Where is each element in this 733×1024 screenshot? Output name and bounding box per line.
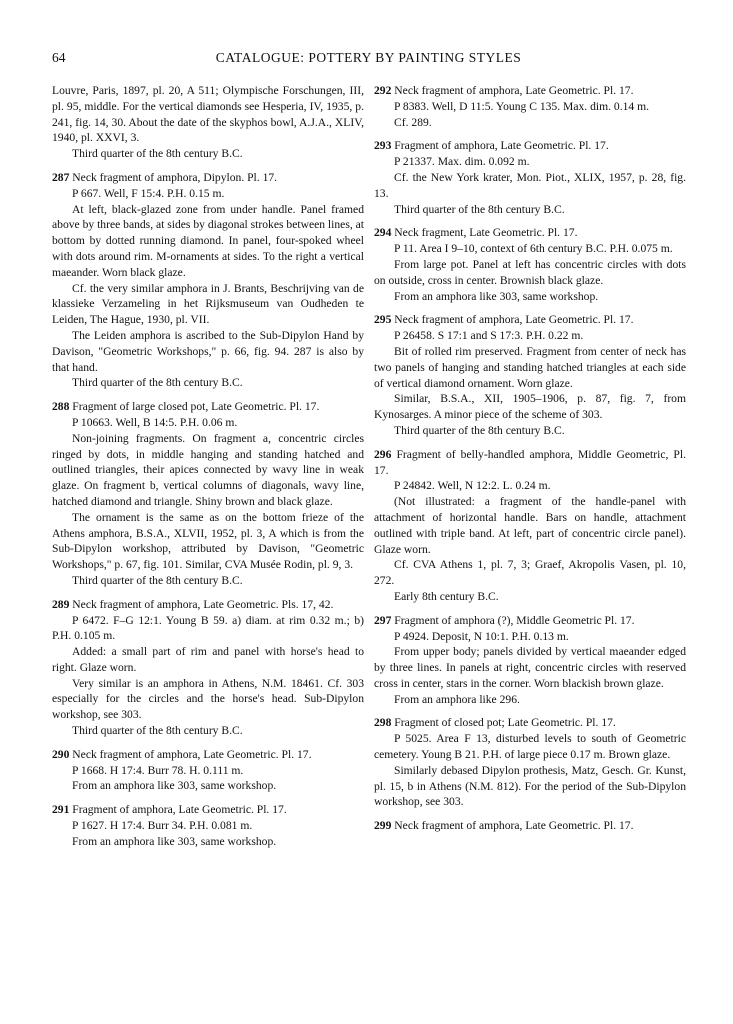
catalogue-entry xyxy=(374,225,686,304)
entry-heading xyxy=(374,83,686,99)
entry-paragraph: (Not illustrated: a fragment of the handle-panel with attachment of horizontal handle. Bars on handle, attachment outlined with triple band. At left, part of concentric circle panel). Glaze worn. xyxy=(374,495,686,556)
entry-heading xyxy=(374,138,686,154)
catalogue-entry xyxy=(52,399,364,589)
catalogue-entries-right xyxy=(374,83,686,834)
entry-paragraph: The ornament is the same as on the bottom frieze of the Athens amphora, B.S.A., XLVII, 1952, pl. 3, A which is from the Sub-Dipylon workshop, attributed by Davison, "Geometric Workshops," p. 67, fig. 101. Similar, CVA Musée Rodin, pl. 9, 3. xyxy=(52,510,364,572)
entry-number: 294 xyxy=(374,226,392,240)
entry-number: 291 xyxy=(52,803,70,817)
entry-paragraph: P 4924. Deposit, N 10:1. P.H. 0.13 m. xyxy=(394,629,569,643)
entry-title: Neck fragment of amphora, Late Geometric. Pls. 17, 42. xyxy=(72,597,334,611)
entry-paragraph: P 24842. Well, N 12:2. L. 0.24 m. xyxy=(394,479,551,493)
entry-paragraph: From large pot. Panel at left has concentric circles with dots on outside, cross in center. Brownish black glaze. xyxy=(374,257,686,287)
entry-title: Neck fragment of amphora, Late Geometric. Pl. 17. xyxy=(394,819,634,833)
entry-heading xyxy=(374,312,686,328)
running-title: CATALOGUE: POTTERY BY PAINTING STYLES xyxy=(215,50,522,65)
entry-number: 292 xyxy=(374,84,392,97)
entry-paragraph: From an amphora like 303, same workshop. xyxy=(394,289,599,303)
catalogue-entry xyxy=(374,138,686,217)
entry-number: 298 xyxy=(374,716,392,730)
entry-paragraph: P 6472. F–G 12:1. Young B 59. a) diam. at rim 0.32 m.; b) P.H. 0.105 m. xyxy=(52,613,364,643)
entry-paragraph: Early 8th century B.C. xyxy=(394,589,499,603)
catalogue-entry xyxy=(52,597,364,739)
entry-title: Fragment of large closed pot, Late Geometric. Pl. 17. xyxy=(72,400,320,414)
entry-paragraph: P 11. Area I 9–10, context of 6th century B.C. P.H. 0.075 m. xyxy=(394,242,673,256)
entry-paragraph: Non-joining fragments. On fragment a, concentric circles ringed by dots, in middle hanging and standing hatched and outlined triangles, their apices connected by wavy line in weak glaze. On fragment b, vertical columns of diagonals, wavy line, hatched diamond and triangle. Shiny brown and black glaze. xyxy=(52,431,364,508)
entry-number: 290 xyxy=(52,747,70,761)
entry-paragraph: From an amphora like 296. xyxy=(394,692,520,706)
entry-title: Neck fragment of amphora, Dipylon. Pl. 17. xyxy=(72,170,278,184)
entry-number: 288 xyxy=(52,400,70,414)
entry-title: Neck fragment of amphora, Late Geometric. Pl. 17. xyxy=(394,84,634,97)
entry-paragraph: P 1668. H 17:4. Burr 78. H. 0.111 m. xyxy=(72,763,244,777)
entry-paragraph: Cf. 289. xyxy=(394,115,432,129)
catalogue-entry xyxy=(374,818,686,834)
entry-title: Neck fragment, Late Geometric. Pl. 17. xyxy=(394,226,578,240)
entry-heading xyxy=(52,802,364,818)
entry-title: Neck fragment of amphora, Late Geometric. Pl. 17. xyxy=(394,313,634,327)
entry-paragraph: P 21337. Max. dim. 0.092 m. xyxy=(394,155,530,169)
entry-paragraph: Third quarter of the 8th century B.C. xyxy=(394,202,565,216)
entry-title: Neck fragment of amphora, Late Geometric. Pl. 17. xyxy=(72,747,312,761)
catalogue-entry xyxy=(374,447,686,605)
catalogue-entry xyxy=(52,170,364,391)
entry-paragraph: Cf. the very similar amphora in J. Brants, Beschrijving van de klassieke Verzameling in het Rijksmuseum van Oudheden te Leiden, The Hague, 1930, pl. VII. xyxy=(52,281,364,327)
entry-heading xyxy=(52,170,364,186)
catalogue-entry xyxy=(52,802,364,849)
entry-heading xyxy=(374,447,686,479)
entry-number: 297 xyxy=(374,613,392,627)
entry-paragraph: Cf. the New York krater, Mon. Piot., XLIX, 1957, p. 28, fig. 13. xyxy=(374,170,686,200)
entry-paragraph: Third quarter of the 8th century B.C. xyxy=(72,573,243,587)
paragraph: Third quarter of the 8th century B.C. xyxy=(72,147,243,161)
entry-heading xyxy=(374,818,686,834)
entry-paragraph: From an amphora like 303, same workshop. xyxy=(72,834,277,848)
continuation-text xyxy=(52,83,364,162)
entry-title: Fragment of closed pot; Late Geometric. Pl. 17. xyxy=(394,716,616,730)
entry-number: 296 xyxy=(374,447,392,461)
right-column xyxy=(374,83,686,842)
entry-paragraph: Third quarter of the 8th century B.C. xyxy=(72,376,243,390)
entry-title: Fragment of belly-handled amphora, Middle Geometric, Pl. 17. xyxy=(374,447,686,477)
left-column xyxy=(52,83,364,858)
entry-heading xyxy=(52,399,364,415)
catalogue-entry xyxy=(374,613,686,708)
entry-number: 295 xyxy=(374,313,392,327)
entry-paragraph: Bit of rolled rim preserved. Fragment from center of neck has two panels of hanging and standing hatched triangles at each side of vertical diamond ornament. Worn glaze. xyxy=(374,344,686,390)
page-number: 64 xyxy=(52,50,66,65)
entry-paragraph: From an amphora like 303, same workshop. xyxy=(72,779,277,793)
entry-paragraph: The Leiden amphora is ascribed to the Sub-Dipylon Hand by Davison, "Geometric Workshops," p. 66, fig. 94. 287 is also by that hand. xyxy=(52,328,364,374)
entry-number: 289 xyxy=(52,597,70,611)
entry-heading xyxy=(374,225,686,241)
entry-title: Fragment of amphora (?), Middle Geometric Pl. 17. xyxy=(394,613,635,627)
entry-heading xyxy=(374,715,686,731)
entry-paragraph: Added: a small part of rim and panel with horse's head to right. Glaze worn. xyxy=(52,645,364,674)
entry-paragraph: P 5025. Area F 13, disturbed levels to south of Geometric cemetery. Young B 21. P.H. of large piece 0.17 m. Brown glaze. xyxy=(374,732,686,762)
entry-paragraph: Cf. CVA Athens 1, pl. 7, 3; Graef, Akropolis Vasen, pl. 10, 272. xyxy=(374,558,686,588)
entry-number: 299 xyxy=(374,819,392,833)
entry-paragraph: Similar, B.S.A., XII, 1905–1906, p. 87, fig. 7, from Kynosarges. A minor piece of the scheme of 303. xyxy=(374,392,686,422)
entry-title: Fragment of amphora, Late Geometric. Pl. 17. xyxy=(72,803,287,817)
entry-heading xyxy=(52,747,364,763)
entry-paragraph: P 1627. H 17:4. Burr 34. P.H. 0.081 m. xyxy=(72,819,253,833)
entry-paragraph: Similarly debased Dipylon prothesis, Matz, Gesch. Gr. Kunst, pl. 15, b in Athens (N.M. 812). For the period of the Sub-Dipylon workshop, see 303. xyxy=(374,763,686,809)
catalogue-entry xyxy=(52,747,364,794)
page-header xyxy=(52,50,685,70)
entry-number: 293 xyxy=(374,139,392,153)
entry-paragraph: P 10663. Well, B 14:5. P.H. 0.06 m. xyxy=(72,415,238,429)
entry-paragraph: Third quarter of the 8th century B.C. xyxy=(394,423,565,437)
entry-paragraph: Third quarter of the 8th century B.C. xyxy=(72,724,243,738)
paragraph: Louvre, Paris, 1897, pl. 20, A 511; Olympische Forschungen, III, pl. 95, middle. For the vertical diamonds see Hesperia, IV, 1935, p. 241, fig. 14, 30. About the date of the skyphos bowl, A.J.A., XLIV, 1940, pl. XXVI, 3. xyxy=(52,84,364,145)
entry-paragraph: At left, black-glazed zone from under handle. Panel framed above by three bands, at sides by diagonal strokes between lines, at bottom by dotted running diamond. In panel, four-spoked wheel with dots around rim. M-ornaments at sides. To the right a vertical maeander. Worn black glaze. xyxy=(52,202,364,279)
entry-title: Fragment of amphora, Late Geometric. Pl. 17. xyxy=(394,139,609,153)
catalogue-entry xyxy=(374,715,686,810)
entry-paragraph: P 8383. Well, D 11:5. Young C 135. Max. dim. 0.14 m. xyxy=(394,99,650,113)
catalogue-entry xyxy=(374,83,686,130)
entry-heading xyxy=(374,613,686,629)
entry-paragraph: Very similar is an amphora in Athens, N.M. 18461. Cf. 303 especially for the circles and the horse's head. Sub-Dipylon workshop, see 303. xyxy=(52,676,364,722)
entry-paragraph: P 667. Well, F 15:4. P.H. 0.15 m. xyxy=(72,186,225,200)
catalogue-entries-left xyxy=(52,170,364,850)
catalogue-entry xyxy=(374,312,686,438)
entry-paragraph: From upper body; panels divided by vertical maeander edged by three lines. In panels at right, concentric circles with reserved cross in center, stars in the corner. Worn blackish brown glaze. xyxy=(374,645,686,690)
entry-heading xyxy=(52,597,364,613)
entry-number: 287 xyxy=(52,170,70,184)
entry-paragraph: P 26458. S 17:1 and S 17:3. P.H. 0.22 m. xyxy=(394,329,584,343)
